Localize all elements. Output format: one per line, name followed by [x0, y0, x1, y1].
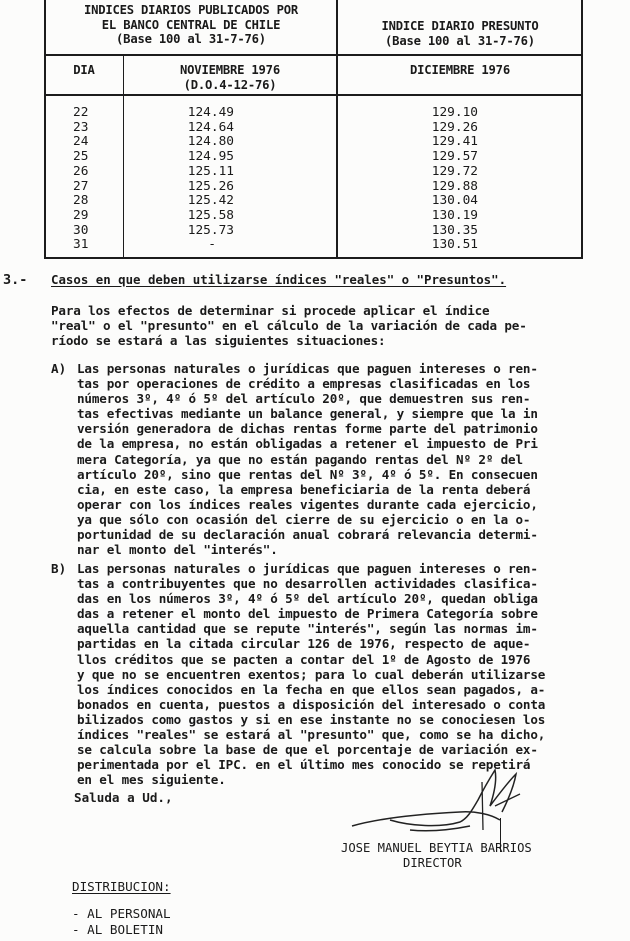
table-cell-noviembre: 124.64: [187, 119, 234, 135]
noviembre-source: (D.O.4-12-76): [183, 77, 277, 92]
table-cell-day: 25: [73, 149, 89, 165]
table-cell-noviembre: 124.49: [187, 105, 234, 120]
handwritten-signature: [350, 760, 550, 842]
column-header-noviembre: [126, 63, 334, 92]
header-left: [48, 3, 334, 47]
header-left-line-2: EL BANCO CENTRAL DE CHILE: [101, 17, 281, 32]
header-left-line-1: INDICES DIARIOS PUBLICADOS POR: [83, 3, 299, 17]
days-column: [73, 106, 88, 253]
table-cell-day: 29: [73, 207, 89, 223]
table-cell-noviembre: 125.11: [187, 163, 234, 179]
header-left-line-3: (Base 100 al 31-7-76): [116, 32, 266, 46]
table-cell-day: 26: [73, 163, 89, 179]
header-right-line-2: (Base 100 al 31-7-76): [385, 33, 535, 48]
diciembre-values-column: [412, 106, 478, 253]
item-a-paragraph: Las personas naturales o jurídicas que paguen intereses o ren- tas por operaciones de crédito a empresas clasificadas en los números 3º, 4º ó 5º del artículo 20º, que demuestren sus ren- tas efectivas mediante un balance general, y siempre que la in versión generadora de dichas rentas forme parte del patrimonio de la empresa, no están obligadas a retener el impuesto de Pri mera Categoría, ya que no están pagando rentas del Nº 2º del artículo 20º, sino que rentas del Nº 3º, 4º ó 5º. En consecuen cia, en este caso, la empresa beneficiaria de la renta deberá operar con los índices reales vigentes durante cada ejercicio, ya que sólo con ocasión del cierre de su ejercicio o en la o- portunidad de su declaración anual cobrará relevancia determi- nar el monto del "interés".: [77, 361, 538, 558]
table-cell-diciembre: 130.04: [431, 193, 478, 209]
section-title: Casos en que deben utilizarse índices "reales" o "Presuntos".: [51, 272, 507, 287]
table-cell-noviembre: 125.42: [187, 193, 234, 209]
noviembre-title: NOVIEMBRE 1976: [180, 63, 280, 77]
noviembre-values-column: [168, 106, 234, 253]
item-b-paragraph: Las personas naturales o jurídicas que paguen intereses o ren- tas a contribuyentes que no desarrollen actividades clasifica- das en los números 3º, 4º ó 5º del artículo 20º, quedan obliga das a retener el monto del impuesto de Primera Categoría sobre aquella cantidad que se repute "interés", según las normas im- partidas en la citada circular 126 de 1976, respecto de aque- llos créditos que se pacten a contar del 1º de Agosto de 1976 y que no se encuentren exentos; para lo cual deberán utilizarse los índices conocidos en la fecha en que ellos sean pagados, a- bonados en cuenta, puestos a disposición del interesado o conta bilizados como gastos y si en ese instante no se conociesen los índices "reales" se estará al "presunto" que, como se ha dicho, se calcula sobre la base de que el porcentaje de variación ex- perimentada por el IPC. en el último mes conocido se repetirá en el mes siguiente.: [77, 561, 546, 788]
table-cell-diciembre: 129.26: [431, 119, 478, 135]
column-header-diciembre: DICIEMBRE 1976: [410, 63, 510, 77]
closing-salutation: Saluda a Ud.,: [74, 790, 173, 805]
header-right: [340, 19, 580, 48]
table-cell-day: 28: [73, 193, 89, 209]
table-cell-diciembre: 130.19: [431, 207, 478, 223]
table-cell-noviembre: 125.58: [187, 207, 234, 223]
table-cell-diciembre: 129.88: [431, 178, 478, 194]
table-cell-day: 23: [73, 119, 89, 135]
header-right-line-1: INDICE DIARIO PRESUNTO: [381, 19, 539, 33]
table-cell-day: 24: [73, 134, 89, 150]
table-cell-noviembre: 124.95: [187, 149, 234, 165]
table-cell-noviembre: -: [208, 237, 216, 253]
table-cell-day: 22: [73, 105, 89, 120]
section-number: 3.-: [3, 272, 28, 288]
table-cell-diciembre: 129.72: [431, 163, 478, 179]
distribution-heading: DISTRIBUCION:: [72, 879, 171, 894]
table-cell-day: 30: [73, 222, 89, 238]
table-cell-day: 27: [73, 178, 89, 194]
table-cell-diciembre: 130.51: [431, 237, 478, 253]
table-cell-noviembre: 124.80: [187, 134, 234, 150]
signature-title: DIRECTOR: [403, 856, 462, 870]
table-cell-noviembre: 125.73: [187, 222, 234, 238]
item-a-label: A): [51, 361, 67, 376]
intro-paragraph: Para los efectos de determinar si procede aplicar el índice "real" o el "presunto" en el cálculo de la variación de cada pe- ríodo se estará a las siguientes situaciones:: [51, 303, 527, 349]
table-cell-diciembre: 129.41: [431, 134, 478, 150]
distribution-item: - AL PERSONAL: [72, 906, 171, 921]
column-header-dia: DIA: [73, 63, 95, 77]
table-cell-noviembre: 125.26: [187, 178, 234, 194]
table-cell-diciembre: 129.57: [431, 149, 478, 165]
item-b-label: B): [51, 561, 67, 576]
table-cell-diciembre: 130.35: [431, 222, 478, 238]
table-cell-diciembre: 129.10: [431, 105, 478, 120]
distribution-item: - AL BOLETIN: [72, 922, 163, 937]
signature-name: JOSE MANUEL BEYTIA BARRIOS: [341, 841, 532, 855]
table-cell-day: 31: [73, 237, 89, 253]
